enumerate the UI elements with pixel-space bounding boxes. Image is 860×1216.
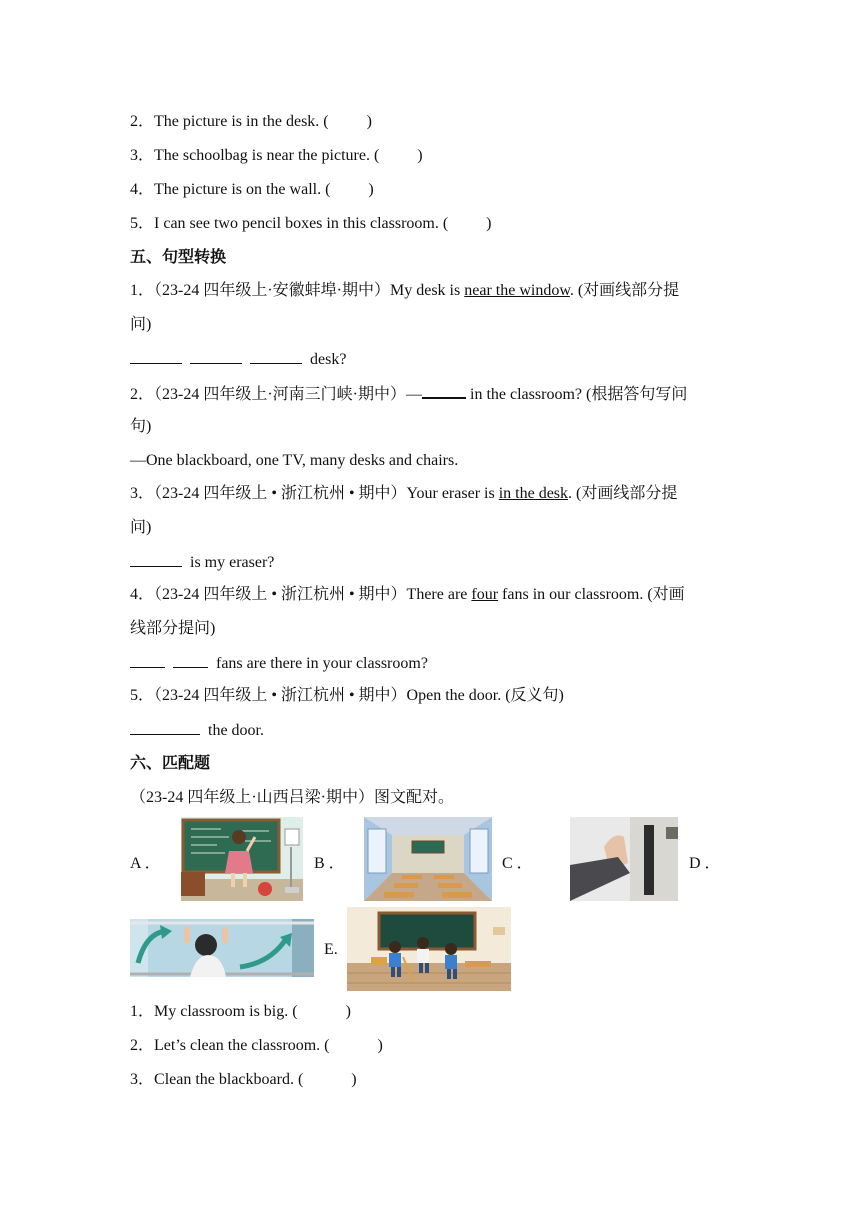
answer-line	[130, 552, 274, 573]
item-number: 3．	[130, 147, 155, 164]
item-number: 2．	[130, 386, 155, 403]
item-text: Let’s clean the classroom. (	[154, 1037, 330, 1054]
item-number: 5．	[130, 687, 155, 704]
item-text: . (对画线部分提	[569, 282, 680, 299]
blank[interactable]	[130, 552, 182, 567]
paren-close: )	[345, 1003, 351, 1020]
option-label-d: D ．	[689, 855, 721, 872]
blank[interactable]	[130, 653, 165, 668]
paren-close: )	[377, 1037, 383, 1054]
item-continuation: 问)	[130, 519, 152, 536]
answer-line	[130, 720, 264, 741]
picture-e	[347, 907, 511, 991]
item-number: 1．	[130, 282, 155, 299]
option-label-b: B ．	[314, 855, 345, 872]
item-text: （23-24 四年级上·安徽蚌埠·期中）My desk is	[154, 282, 465, 299]
paren-close: )	[368, 181, 374, 198]
blank[interactable]	[422, 383, 466, 399]
question-item	[130, 686, 564, 706]
paren-close: )	[366, 113, 372, 130]
question-item	[130, 281, 679, 301]
picture-d	[130, 919, 314, 977]
underlined-text: near the window	[464, 282, 570, 299]
item-text: Clean the blackboard. (	[154, 1071, 304, 1088]
item-text: in the classroom? (根据答句写问	[466, 386, 688, 403]
underlined-text: four	[471, 586, 499, 603]
item-continuation: 句)	[130, 418, 152, 435]
answer-line	[130, 349, 346, 370]
item-number: 4．	[130, 586, 155, 603]
question-item	[130, 180, 374, 200]
item-number: 1．	[130, 1003, 155, 1020]
item-continuation: 线部分提问)	[130, 620, 216, 637]
item-text: （23-24 四年级上 • 浙江杭州 • 期中）There are	[154, 586, 472, 603]
item-text: . (对画线部分提	[568, 485, 678, 502]
item-number: 3．	[130, 1071, 155, 1088]
question-item	[130, 214, 492, 234]
item-text: The picture is on the wall. (	[154, 181, 331, 198]
question-item	[130, 1070, 357, 1090]
option-label-e: E.	[324, 941, 338, 958]
blank[interactable]	[173, 653, 208, 668]
item-continuation: 问)	[130, 316, 152, 333]
question-item	[130, 484, 677, 504]
question-item	[130, 383, 687, 405]
item-number: 2．	[130, 113, 155, 130]
question-item	[130, 1036, 383, 1056]
picture-c	[570, 817, 678, 901]
item-text: My classroom is big. (	[154, 1003, 298, 1020]
blank[interactable]	[190, 349, 242, 364]
answer-text: fans are there in your classroom?	[216, 655, 428, 672]
item-number: 4．	[130, 181, 155, 198]
item-number: 2．	[130, 1037, 155, 1054]
paren-close: )	[417, 147, 423, 164]
item-text: The picture is in the desk. (	[154, 113, 329, 130]
item-text: （23-24 四年级上·河南三门峡·期中）—	[154, 386, 423, 403]
question-item	[130, 585, 685, 605]
section-title: 五、句型转换	[130, 247, 227, 266]
answer-text: is my eraser?	[190, 554, 275, 571]
picture-a	[181, 817, 303, 901]
paren-close: )	[486, 215, 492, 232]
picture-b	[364, 817, 492, 901]
underlined-text: in the desk	[498, 485, 569, 502]
answer-text: desk?	[310, 351, 347, 368]
question-item	[130, 146, 423, 166]
item-number: 3．	[130, 485, 155, 502]
blank[interactable]	[250, 349, 302, 364]
item-text: The schoolbag is near the picture. (	[154, 147, 380, 164]
question-item	[130, 1002, 351, 1022]
item-text: （23-24 四年级上 • 浙江杭州 • 期中）Open the door. (反义句)	[154, 687, 564, 704]
answer-line	[130, 653, 428, 674]
answer-text: the door.	[208, 722, 264, 739]
reply-line: —One blackboard, one TV, many desks and chairs.	[130, 452, 459, 469]
section-intro: （23-24 四年级上·山西吕梁·期中）图文配对。	[130, 789, 454, 806]
blank[interactable]	[130, 349, 182, 364]
section-title: 六、匹配题	[130, 753, 211, 772]
item-text: I can see two pencil boxes in this classroom. (	[154, 215, 449, 232]
option-label-a: A ．	[130, 855, 161, 872]
item-text: fans in our classroom. (对画	[498, 586, 685, 603]
paren-close: )	[351, 1071, 357, 1088]
question-item	[130, 112, 372, 132]
item-number: 5．	[130, 215, 155, 232]
blank[interactable]	[130, 720, 200, 735]
item-text: （23-24 四年级上 • 浙江杭州 • 期中）Your eraser is	[154, 485, 499, 502]
option-label-c: C ．	[502, 855, 533, 872]
